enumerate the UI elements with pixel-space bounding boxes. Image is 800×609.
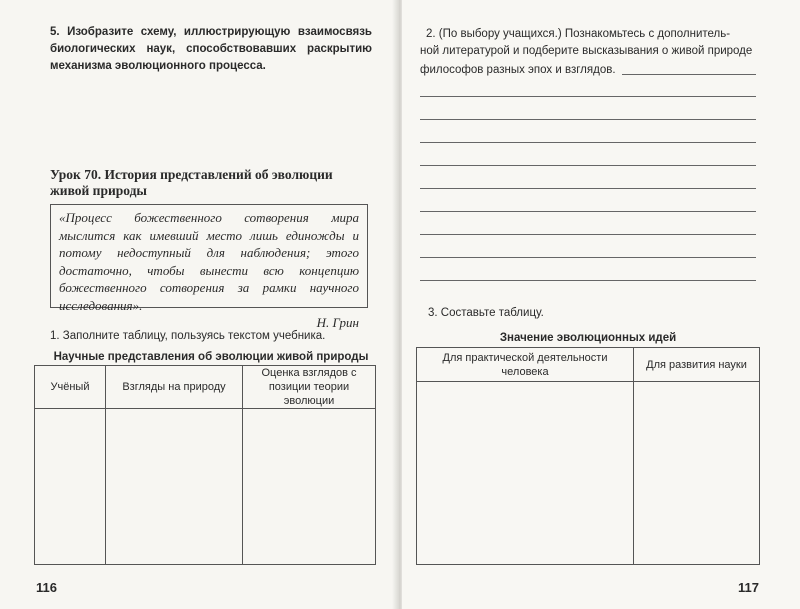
epigraph-text: «Процесс божественного сотворения мира мыслится как имевший место лишь единожды и потому недоступный для наблюдения; этого достаточно, чтобы вынести всю концепцию божественного сотворения за рамки научного исследования». — [59, 210, 359, 313]
epigraph-author: Н. Грин — [316, 315, 359, 330]
header-scientist: Учёный — [35, 366, 106, 409]
task-1: 1. Заполните таблицу, пользуясь текстом учебника. — [50, 330, 326, 342]
task-2-line1: 2. (По выбору учащихся.) Познакомьтесь с дополнитель- — [426, 28, 731, 40]
header-views: Взгляды на природу — [106, 366, 243, 409]
table-cell[interactable] — [417, 382, 634, 565]
header-science: Для развития науки — [634, 348, 760, 382]
task-2-line2: ной литературой и подберите высказывания о живой природе — [420, 45, 753, 57]
answer-line[interactable] — [622, 74, 756, 75]
left-page — [0, 0, 398, 609]
table-cell[interactable] — [634, 382, 760, 565]
answer-line[interactable] — [420, 188, 756, 189]
task-3: 3. Составьте таблицу. — [428, 307, 544, 319]
header-evaluation: Оценка взглядов с позиции теории эволюции — [243, 366, 376, 409]
scientists-table — [34, 365, 376, 565]
left-table-title: Научные представления об эволюции живой природы — [53, 351, 369, 363]
header-practical: Для практической деятельности человека — [417, 348, 634, 382]
answer-line[interactable] — [420, 280, 756, 281]
table-cell[interactable] — [243, 409, 376, 565]
answer-line[interactable] — [420, 257, 756, 258]
answer-line[interactable] — [420, 119, 756, 120]
task-5: 5. Изобразите схему, иллюстрирующую взаимосвязь биологических наук, способствовавших раскрытию механизма эволюционного процесса. — [50, 26, 372, 72]
epigraph-box — [50, 204, 368, 330]
page-number-left: 116 — [36, 580, 57, 595]
task-2-line3: философов разных эпох и взглядов. — [420, 64, 616, 76]
table-cell[interactable] — [35, 409, 106, 565]
right-page — [402, 0, 800, 609]
lesson-title-line1: Урок 70. История представлений об эволюции — [50, 167, 333, 182]
answer-line[interactable] — [420, 211, 756, 212]
lesson-title-line2: живой природы — [50, 183, 147, 198]
answer-line[interactable] — [420, 96, 756, 97]
evolution-ideas-table — [416, 347, 760, 565]
answer-line[interactable] — [420, 234, 756, 235]
answer-line[interactable] — [420, 142, 756, 143]
right-table-title: Значение эволюционных идей — [499, 332, 677, 344]
table-cell[interactable] — [106, 409, 243, 565]
answer-line[interactable] — [420, 165, 756, 166]
page-number-right: 117 — [738, 580, 759, 595]
